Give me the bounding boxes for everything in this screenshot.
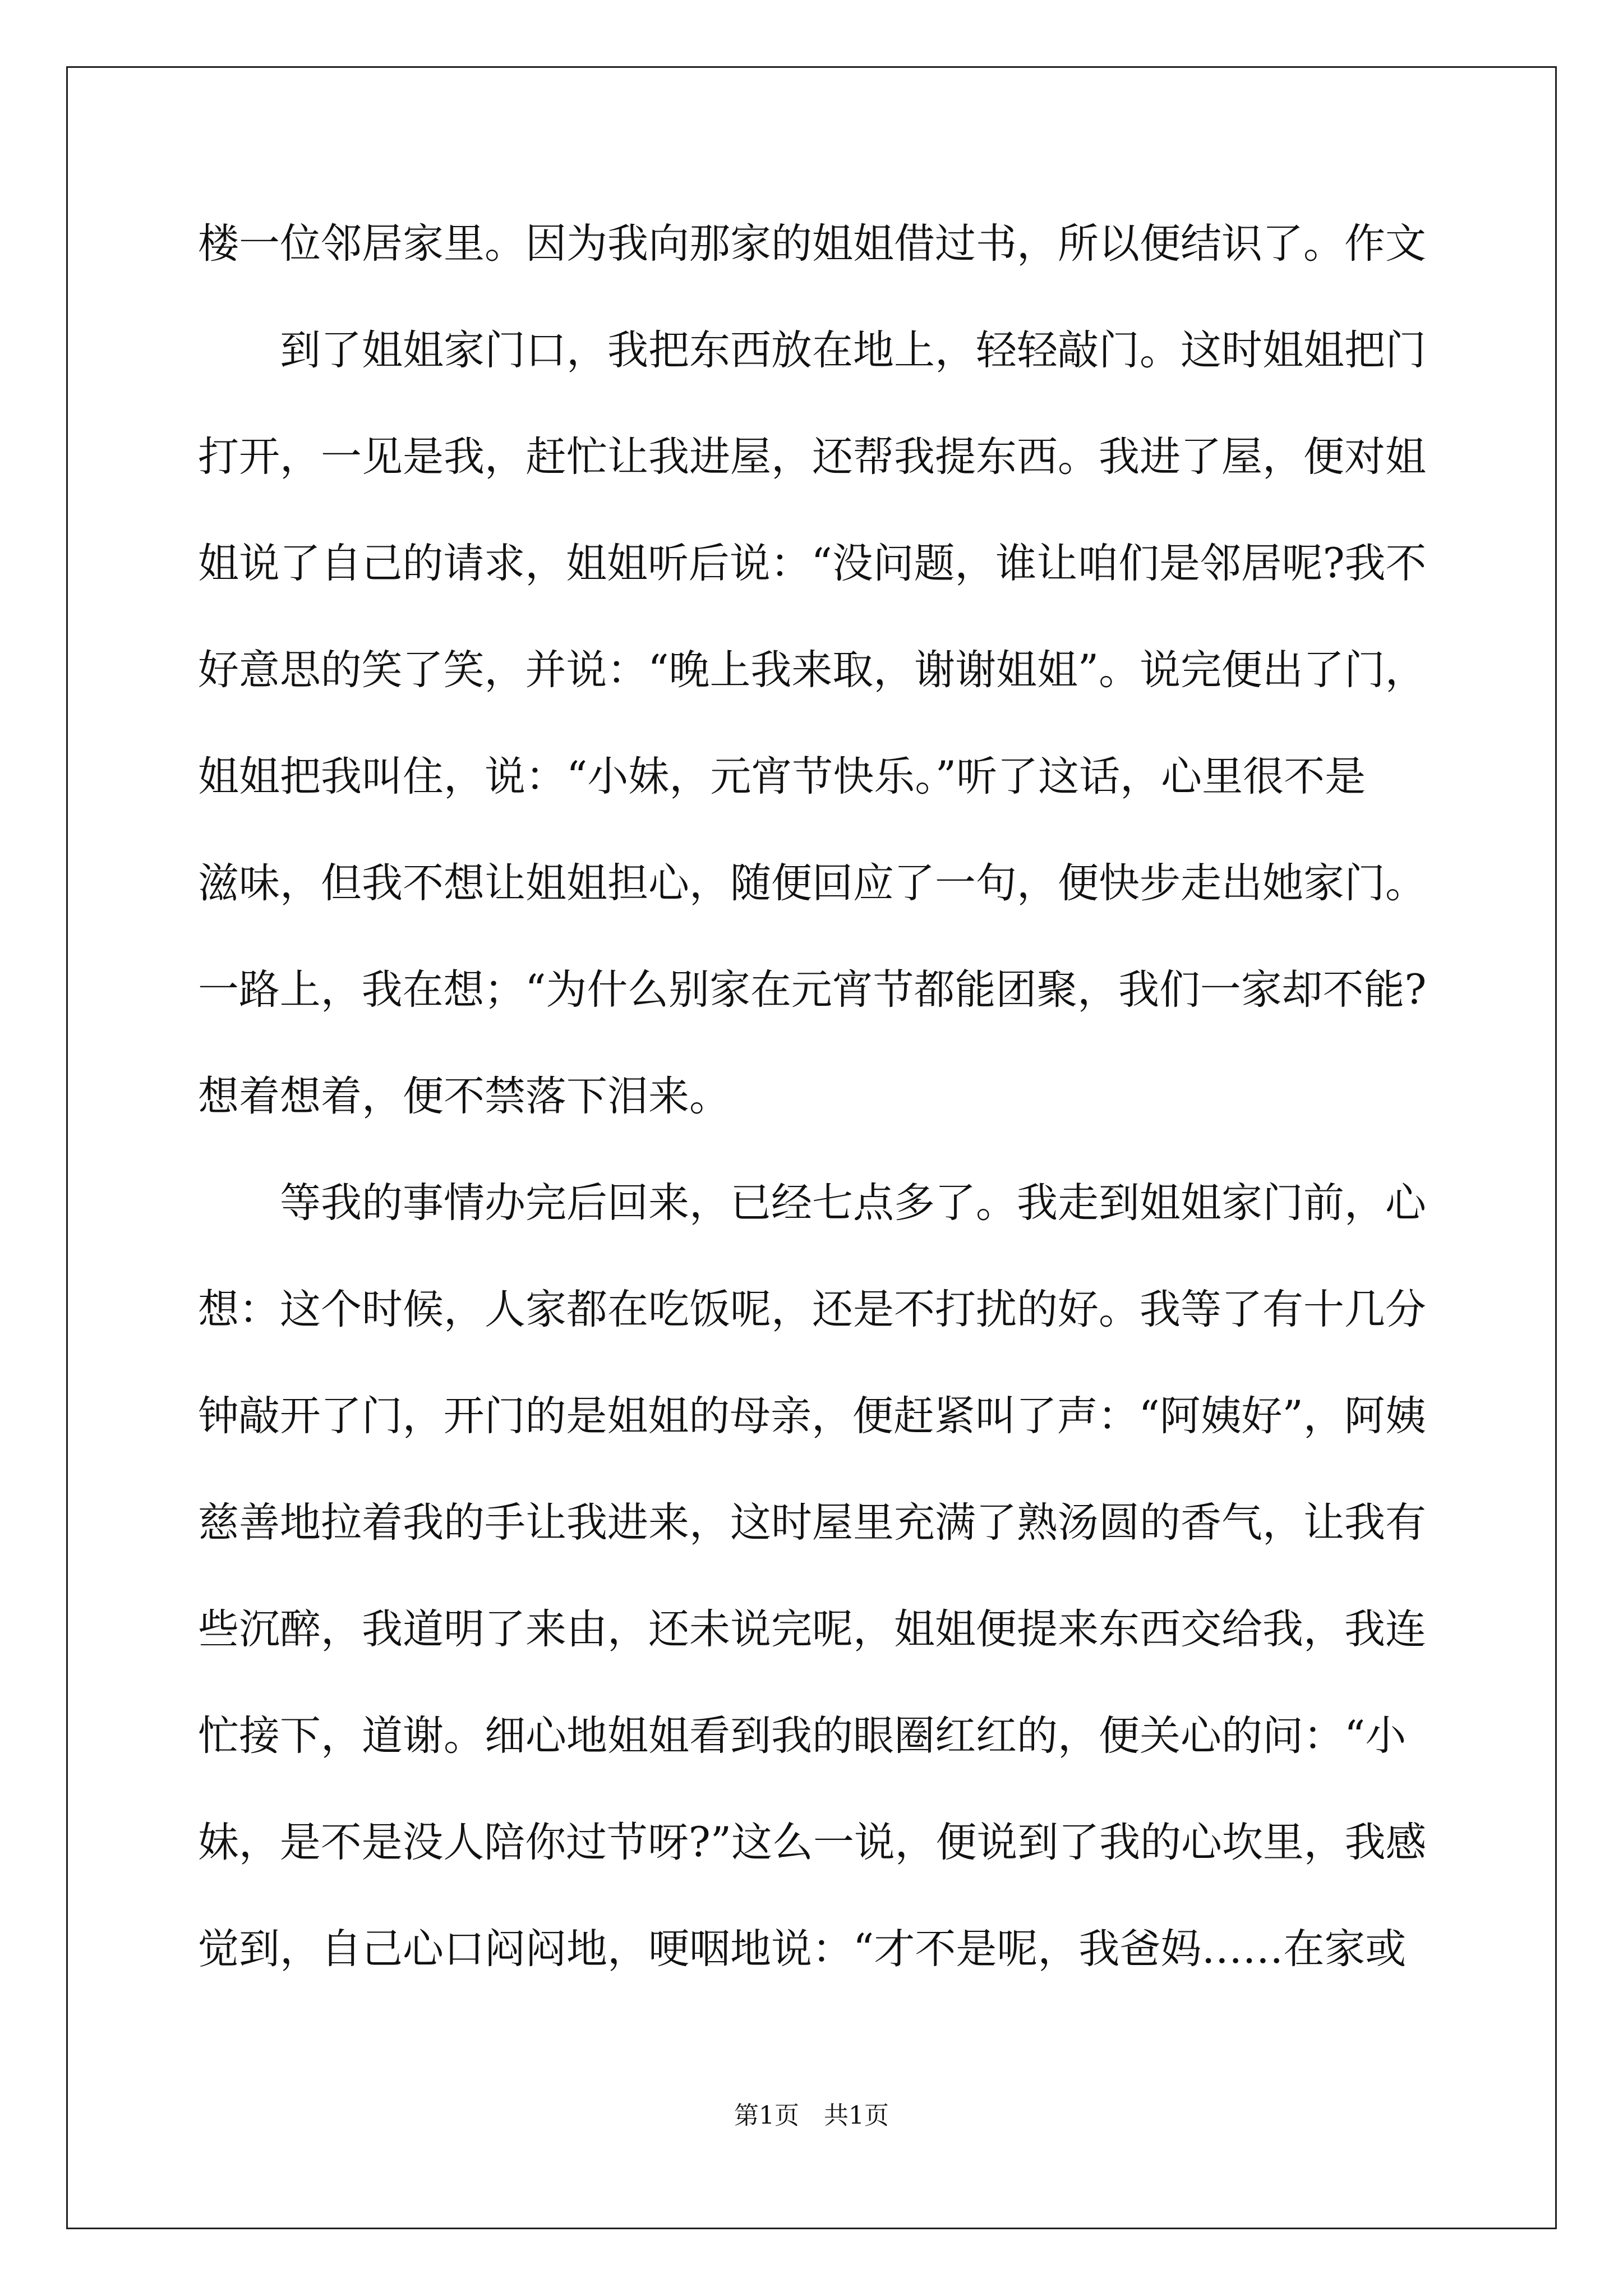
text-line: 姐姐把我叫住，说：“小妹，元宵节快乐。”听了这话，心里很不是 <box>198 753 1366 800</box>
text-line: 忙接下，道谢。细心地姐姐看到我的眼圈红红的，便关心的问：“小 <box>198 1712 1407 1760</box>
text-line: 钟敲开了门，开门的是姐姐的母亲，便赶紧叫了声：“阿姨好”，阿姨 <box>198 1392 1426 1440</box>
page-border <box>66 66 1557 2229</box>
text-line: 好意思的笑了笑，并说：“晚上我来取，谢谢姐姐”。说完便出了门， <box>198 646 1426 694</box>
text-line: 想：这个时候，人家都在吃饭呢，还是不打扰的好。我等了有十几分 <box>198 1286 1426 1333</box>
text-line: 一路上，我在想；“为什么别家在元宵节都能团聚，我们一家却不能? <box>198 966 1427 1014</box>
text-line: 滋味，但我不想让姐姐担心，随便回应了一句，便快步走出她家门。 <box>198 859 1426 907</box>
text-line: 妹，是不是没人陪你过节呀?”这么一说，便说到了我的心坎里，我感 <box>198 1819 1427 1866</box>
text-line: 打开，一见是我，赶忙让我进屋，还帮我提东西。我进了屋，便对姐 <box>198 433 1426 481</box>
text-line: 到了姐姐家门口，我把东西放在地上，轻轻敲门。这时姐姐把门 <box>198 326 1426 374</box>
text-line: 楼一位邻居家里。因为我向那家的姐姐借过书，所以便结识了。作文 <box>198 220 1426 268</box>
text-line: 等我的事情办完后回来，已经七点多了。我走到姐姐家门前，心 <box>198 1179 1426 1227</box>
text-line: 姐说了自己的请求，姐姐听后说：“没问题，谁让咱们是邻居呢?我不 <box>198 540 1427 587</box>
text-line: 觉到，自己心口闷闷地，哽咽地说：“才不是呢，我爸妈……在家或 <box>198 1925 1407 1973</box>
text-line: 些沉醉，我道明了来由，还未说完呢，姐姐便提来东西交给我，我连 <box>198 1605 1426 1653</box>
page-number-footer: 第1页 共1页 <box>734 2101 889 2130</box>
text-line: 慈善地拉着我的手让我进来，这时屋里充满了熟汤圆的香气，让我有 <box>198 1499 1426 1547</box>
text-line: 想着想着，便不禁落下泪来。 <box>198 1073 730 1120</box>
